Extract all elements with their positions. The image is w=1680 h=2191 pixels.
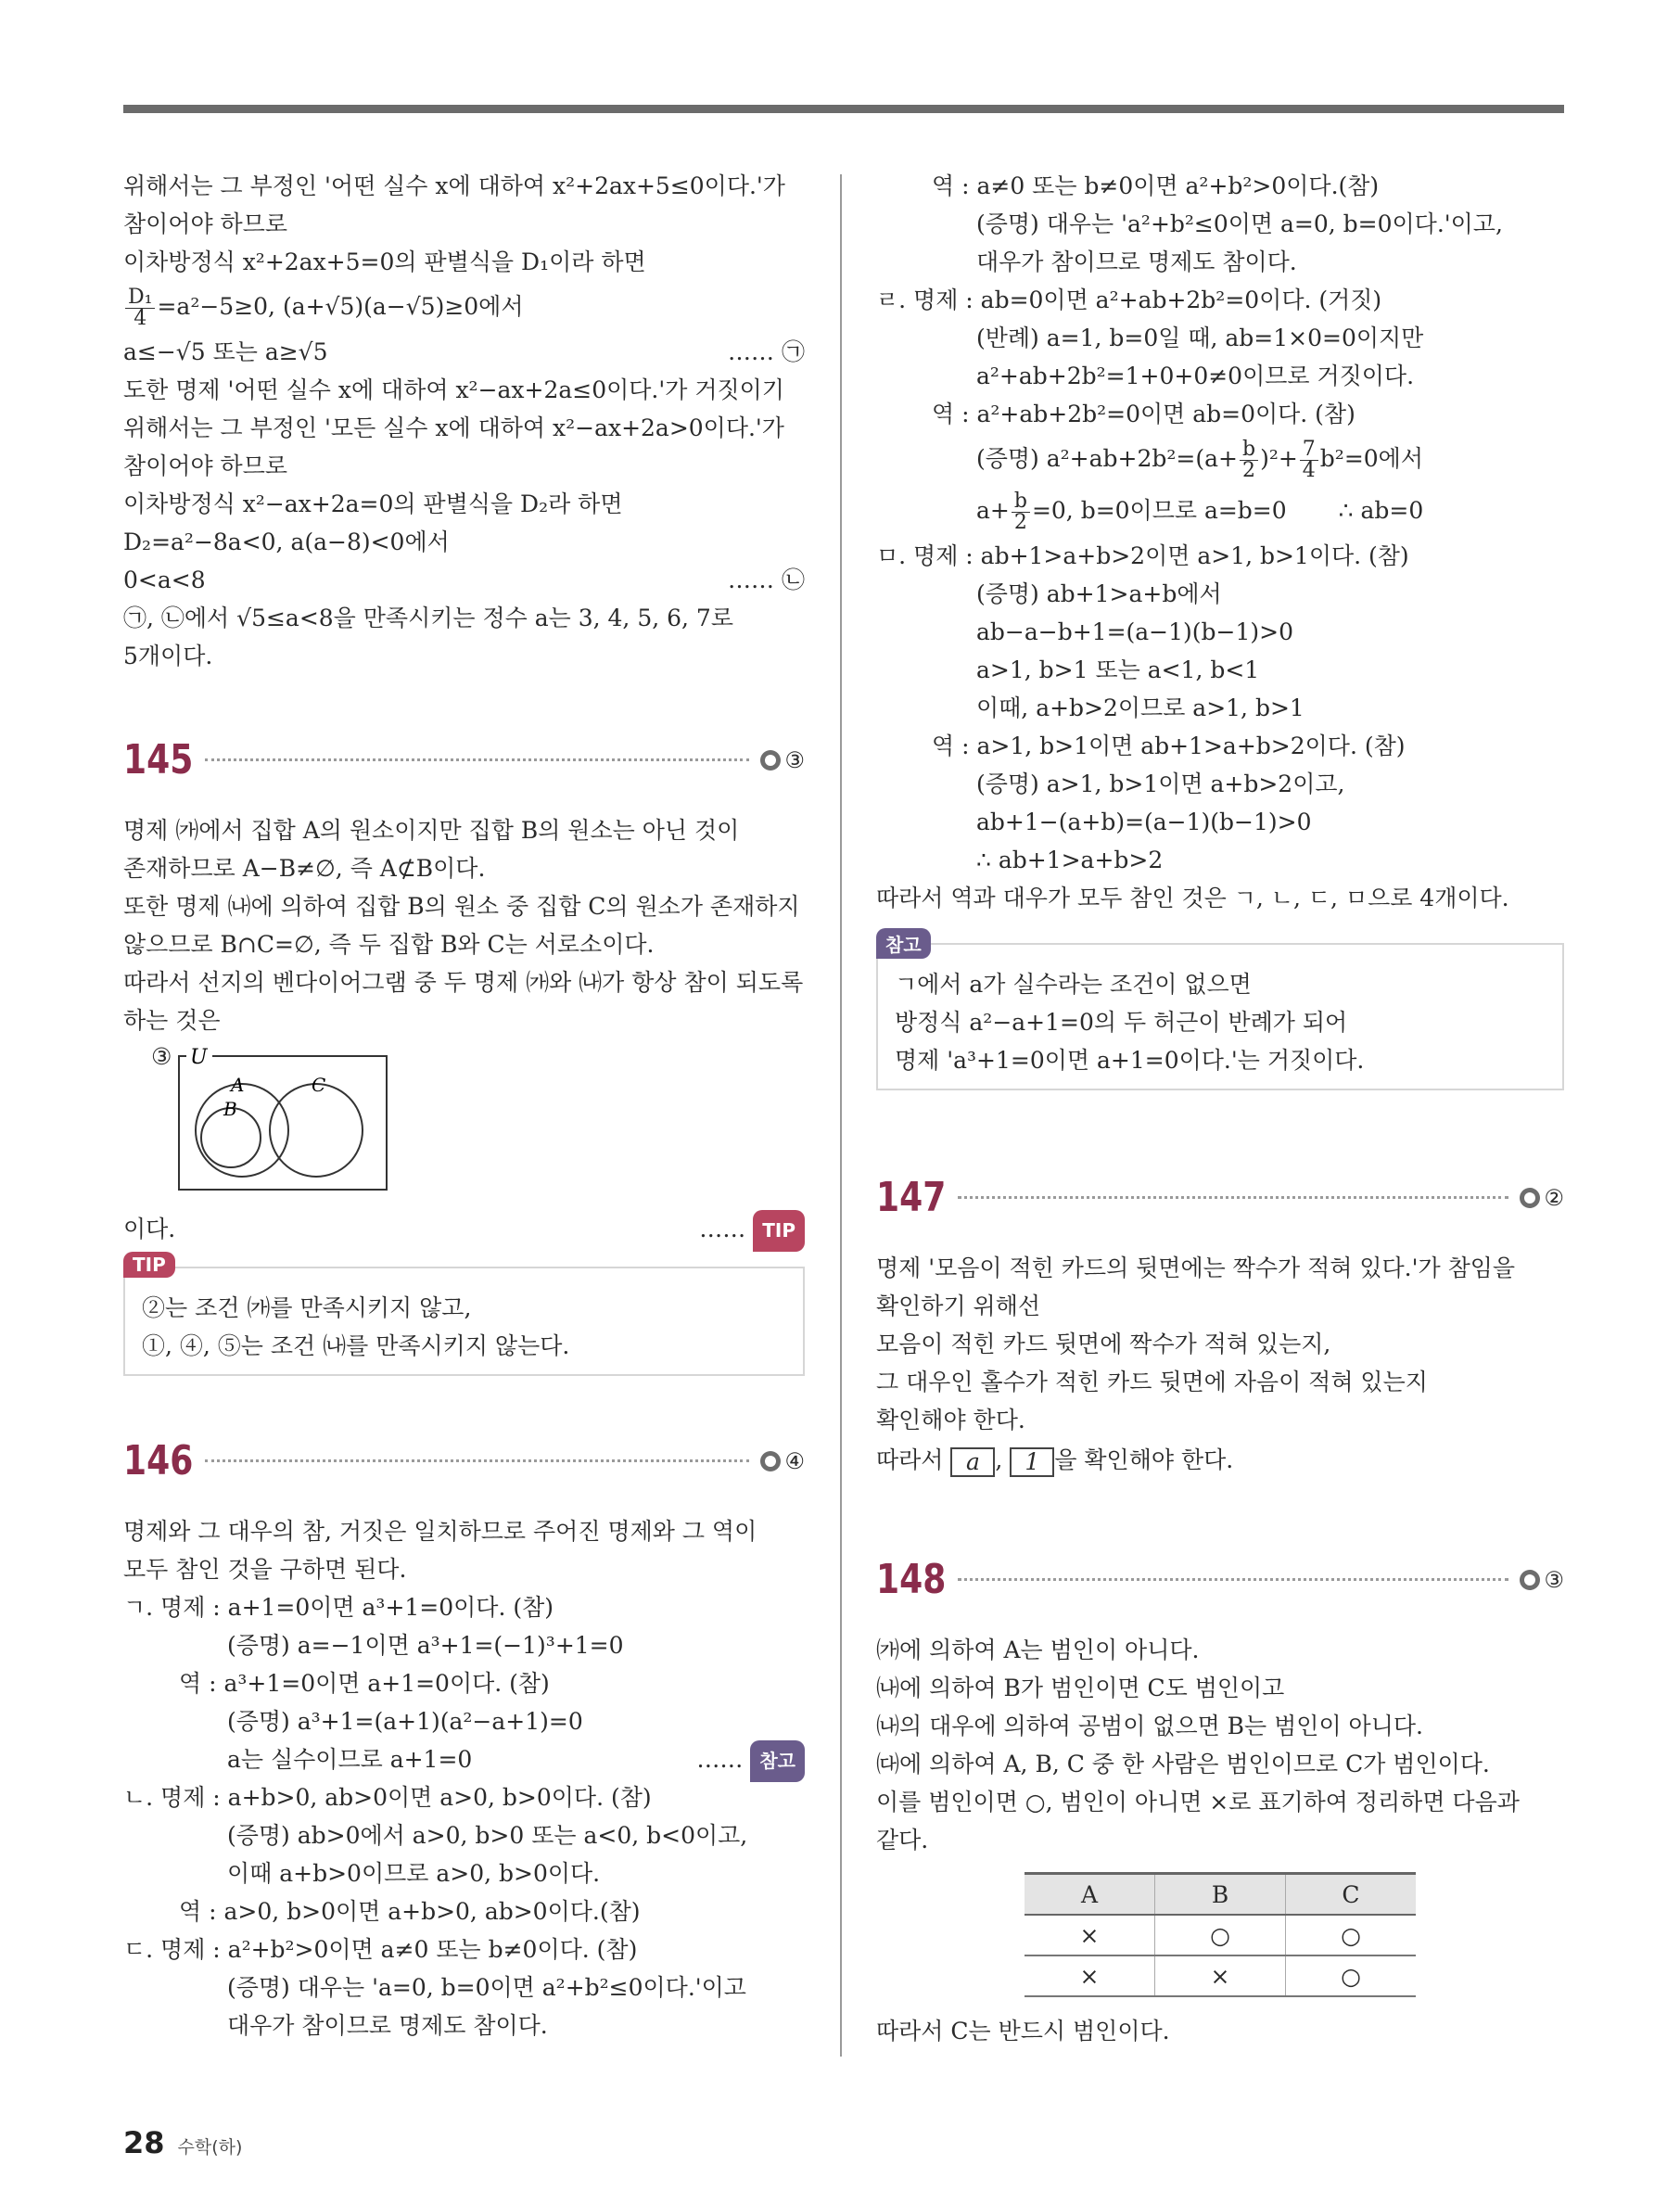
- venn-diagram: [151, 1043, 805, 1191]
- ref-line: ㄱ에서 a가 실수라는 조건이 없으면: [895, 971, 1252, 998]
- text-line: 이다. …… TIP: [123, 1210, 805, 1248]
- table-row: [1025, 1955, 1416, 1996]
- answer-icon: [760, 1451, 781, 1471]
- text-line: 참이어야 하므로: [123, 452, 287, 479]
- table-cell: ○: [1286, 1915, 1417, 1955]
- text-line: 역 : a>0, b>0이면 a+b>0, ab>0이다.(참): [179, 1898, 641, 1925]
- text-line: ㉠, ㉡에서 √5≤a<8을 만족시키는 정수 a는 3, 4, 5, 6, 7로: [123, 605, 733, 631]
- text-line: 역 : a³+1=0이면 a+1=0이다. (참): [179, 1670, 550, 1697]
- problem-number: 146: [123, 1437, 194, 1484]
- answer: ③: [1520, 1567, 1564, 1593]
- reference-box: [876, 934, 1564, 1090]
- table-cell: ×: [1025, 1915, 1155, 1955]
- answer-icon: [760, 750, 781, 771]
- text-line: 않으므로 B∩C=∅, 즉 두 집합 B와 C는 서로소이다.: [123, 931, 655, 958]
- text-line: 대우가 참이므로 명제도 참이다.: [227, 2012, 548, 2039]
- text-line: 명제 ㈎에서 집합 A의 원소이지만 집합 B의 원소는 아닌 것이: [123, 817, 740, 844]
- right-column: [876, 167, 1564, 2050]
- ref-badge: 참고: [750, 1740, 805, 1782]
- table-row: [1025, 1915, 1416, 1955]
- text-line: ㈐에 의하여 A, B, C 중 한 사람은 범인이므로 C가 범인이다.: [876, 1751, 1490, 1777]
- text-line: ㈏에 의하여 B가 범인이면 C도 범인이고: [876, 1675, 1285, 1701]
- text-line: a²+ab+2b²=1+0+0≠0이므로 거짓이다.: [976, 363, 1415, 389]
- problem-header-147: [876, 1174, 1564, 1221]
- table-cell: ○: [1286, 1955, 1417, 1996]
- text-line: 같다.: [876, 1827, 929, 1853]
- problem-header-146: [123, 1437, 805, 1484]
- text-line: a>1, b>1 또는 a<1, b<1: [976, 656, 1260, 683]
- text-line: ∴ ab+1>a+b>2: [976, 847, 1164, 873]
- problem-number: 147: [876, 1174, 947, 1221]
- tip-box-tag: TIP: [123, 1252, 175, 1278]
- text-line: (증명) 대우는 'a²+b²≤0이면 a=0, b=0이다.'이고,: [976, 210, 1503, 237]
- text-line: ㄱ. 명제 : a+1=0이면 a³+1=0이다. (참): [123, 1594, 554, 1621]
- tip-line: ②는 조건 ㈎를 만족시키지 않고,: [142, 1294, 472, 1321]
- ref-line: 방정식 a²−a+1=0의 두 허근이 반례가 되어: [895, 1009, 1348, 1036]
- text-line: 하는 것은: [123, 1007, 221, 1034]
- fraction: $\frac{b}{2}$: [1012, 491, 1030, 533]
- page-footer: [123, 2125, 242, 2160]
- text-line: a≤−√5 또는 a≥√5 …… ㉠: [123, 333, 805, 371]
- answer: ④: [760, 1448, 805, 1474]
- text-line: 확인해야 한다.: [876, 1407, 1025, 1433]
- fraction: $\frac{\text{D₁}}{4}$: [125, 287, 155, 329]
- text-line: 이차방정식 x²+2ax+5=0의 판별식을 D₁이라 하면: [123, 248, 646, 275]
- text-line: ㄹ. 명제 : ab=0이면 a²+ab+2b²=0이다. (거짓): [876, 287, 1382, 313]
- text-line: 이차방정식 x²−ax+2a=0의 판별식을 D₂라 하면: [123, 490, 623, 517]
- venn-diagram-svg: [177, 1043, 390, 1191]
- reference-tag: 참고: [876, 928, 931, 959]
- text-line: ㅁ. 명제 : ab+1>a+b>2이면 a>1, b>1이다. (참): [876, 542, 1409, 569]
- text-line: ab+1−(a+b)=(a−1)(b−1)>0: [976, 809, 1312, 835]
- culprit-table: [1025, 1872, 1416, 1997]
- text-line: ㈎에 의하여 A는 범인이 아니다.: [876, 1637, 1200, 1663]
- table-header: A: [1025, 1874, 1155, 1916]
- fraction: $\frac{7}{4}$: [1300, 439, 1318, 481]
- proof-line: a+ $\frac{b}{2}$ =0, b=0이므로 a=b=0 ∴ ab=0: [976, 490, 1424, 534]
- table-header: C: [1286, 1874, 1417, 1916]
- text-line: 명제와 그 대우의 참, 거짓은 일치하므로 주어진 명제와 그 역이: [123, 1518, 757, 1545]
- dotted-leader: [205, 1459, 749, 1462]
- card-box: a: [950, 1447, 995, 1477]
- tip-mark: …… TIP: [699, 1210, 805, 1252]
- text-line: (반례) a=1, b=0일 때, ab=1×0=0이지만: [976, 325, 1424, 351]
- text-line: (증명) ab+1>a+b에서: [976, 580, 1222, 607]
- page-number: 28: [123, 2125, 165, 2160]
- label-mark-1: …… ㉠: [728, 338, 805, 365]
- answer: ②: [1520, 1185, 1564, 1211]
- label-mark-2: …… ㉡: [728, 567, 805, 593]
- text-line: 역 : a≠0 또는 b≠0이면 a²+b²>0이다.(참): [932, 172, 1380, 199]
- ref-mark: …… 참고: [696, 1740, 805, 1782]
- column-divider: [840, 174, 842, 2057]
- text-line: 명제 '모음이 적힌 카드의 뒷면에는 짝수가 적혀 있다.'가 참임을: [876, 1255, 1516, 1281]
- table-header-row: [1025, 1874, 1416, 1916]
- proof-line: (증명) a²+ab+2b²=(a+ $\frac{b}{2}$ )²+ $\frac{7}{4}$ b²=0에서: [976, 438, 1423, 482]
- text-line: ab−a−b+1=(a−1)(b−1)>0: [976, 618, 1293, 645]
- top-rule: [123, 105, 1564, 113]
- text-line: (증명) a=−1이면 a³+1=(−1)³+1=0: [227, 1632, 624, 1659]
- circle-a: [196, 1084, 288, 1177]
- text-line: 5개이다.: [123, 643, 213, 669]
- table-cell: ○: [1155, 1915, 1286, 1955]
- text-line: 또한 명제 ㈏에 의하여 집합 B의 원소 중 집합 C의 원소가 존재하지: [123, 893, 800, 920]
- dotted-leader: [958, 1578, 1508, 1581]
- fraction: $\frac{b}{2}$: [1240, 439, 1258, 481]
- venn-label-u: U: [190, 1046, 208, 1069]
- tip-box: [123, 1254, 805, 1376]
- text-line: (증명) ab>0에서 a>0, b>0 또는 a<0, b<0이고,: [227, 1822, 748, 1849]
- text-line: ㈏의 대우에 의하여 공범이 없으면 B는 범인이 아니다.: [876, 1713, 1423, 1739]
- problem-header-145: [123, 736, 805, 783]
- text-line: 도한 명제 '어떤 실수 x에 대하여 x²−ax+2a≤0이다.'가 거짓이기: [123, 376, 784, 403]
- choice-label: ③: [151, 1043, 172, 1070]
- discriminant-line: $\frac{\text{D₁}}{4}$ =a²−5≥0, (a+√5)(a−√5)≥0에서: [123, 281, 805, 333]
- answer-icon: [1520, 1570, 1540, 1590]
- ref-line: 명제 'a³+1=0이면 a+1=0이다.'는 거짓이다.: [895, 1047, 1365, 1074]
- circle-c: [270, 1084, 363, 1177]
- text-line: (증명) a³+1=(a+1)(a²−a+1)=0: [227, 1708, 583, 1735]
- text-line: a는 실수이므로 a+1=0 …… 참고: [123, 1740, 805, 1778]
- left-column: [123, 167, 805, 2045]
- text-line: 역 : a²+ab+2b²=0이면 ab=0이다. (참): [932, 401, 1355, 427]
- text-line: 그 대우인 홀수가 적힌 카드 뒷면에 자음이 적혀 있는지: [876, 1369, 1428, 1395]
- venn-label-a: A: [231, 1074, 245, 1096]
- text-line: 확인하기 위해선: [876, 1293, 1040, 1319]
- text-line: (증명) a>1, b>1이면 a+b>2이고,: [976, 771, 1345, 797]
- text-line: 따라서 선지의 벤다이어그램 중 두 명제 ㈎와 ㈏가 항상 참이 되도록: [123, 969, 804, 996]
- text-line: (증명) 대우는 'a=0, b=0이면 a²+b²≤0이다.'이고: [227, 1974, 746, 2001]
- venn-label-c: C: [312, 1074, 326, 1096]
- answer-icon: [1520, 1188, 1540, 1208]
- dotted-leader: [205, 758, 749, 761]
- text-line: 역 : a>1, b>1이면 ab+1>a+b>2이다. (참): [932, 732, 1406, 759]
- text-line: 이를 범인이면 ○, 범인이 아니면 ×로 표기하여 정리하면 다음과: [876, 1789, 1520, 1815]
- text-line: 따라서 a , 1 을 확인해야 한다.: [876, 1446, 1234, 1475]
- text-line: ㄴ. 명제 : a+b>0, ab>0이면 a>0, b>0이다. (참): [123, 1784, 652, 1811]
- text-line: 위해서는 그 부정인 '모든 실수 x에 대하여 x²−ax+2a>0이다.'가: [123, 414, 784, 441]
- text-line: 참이어야 하므로: [123, 210, 287, 237]
- text-line: 대우가 참이므로 명제도 참이다.: [976, 248, 1297, 275]
- table-cell: ×: [1155, 1955, 1286, 1996]
- dotted-leader: [958, 1196, 1508, 1199]
- table-cell: ×: [1025, 1955, 1155, 1996]
- problem-header-148: [876, 1556, 1564, 1603]
- text-line: 따라서 역과 대우가 모두 참인 것은 ㄱ, ㄴ, ㄷ, ㅁ으로 4개이다.: [876, 885, 1509, 911]
- text-line: ㄷ. 명제 : a²+b²>0이면 a≠0 또는 b≠0이다. (참): [123, 1936, 638, 1963]
- text-line: 모음이 적힌 카드 뒷면에 짝수가 적혀 있는지,: [876, 1331, 1331, 1357]
- answer: ③: [760, 747, 805, 773]
- text-line: 따라서 C는 반드시 범인이다.: [876, 2018, 1170, 2045]
- text-line: 이때 a+b>0이므로 a>0, b>0이다.: [227, 1860, 601, 1887]
- text-line: 모두 참인 것을 구하면 된다.: [123, 1556, 407, 1583]
- problem-number: 148: [876, 1556, 947, 1603]
- tip-line: ①, ④, ⑤는 조건 ㈏를 만족시키지 않는다.: [142, 1332, 570, 1359]
- card-box: 1: [1010, 1447, 1054, 1477]
- text-line: 이때, a+b>2이므로 a>1, b>1: [976, 694, 1305, 721]
- text-line: 존재하므로 A−B≠∅, 즉 A⊄B이다.: [123, 855, 486, 882]
- table-header: B: [1155, 1874, 1286, 1916]
- text-line: 0<a<8 …… ㉡: [123, 561, 805, 599]
- tip-badge: TIP: [753, 1210, 805, 1252]
- problem-number: 145: [123, 736, 194, 783]
- venn-label-b: B: [223, 1098, 238, 1120]
- text-line: 위해서는 그 부정인 '어떤 실수 x에 대하여 x²+2ax+5≤0이다.'가: [123, 172, 785, 199]
- text-line: D₂=a²−8a<0, a(a−8)<0에서: [123, 529, 450, 555]
- book-title: 수학(하): [177, 2137, 243, 2158]
